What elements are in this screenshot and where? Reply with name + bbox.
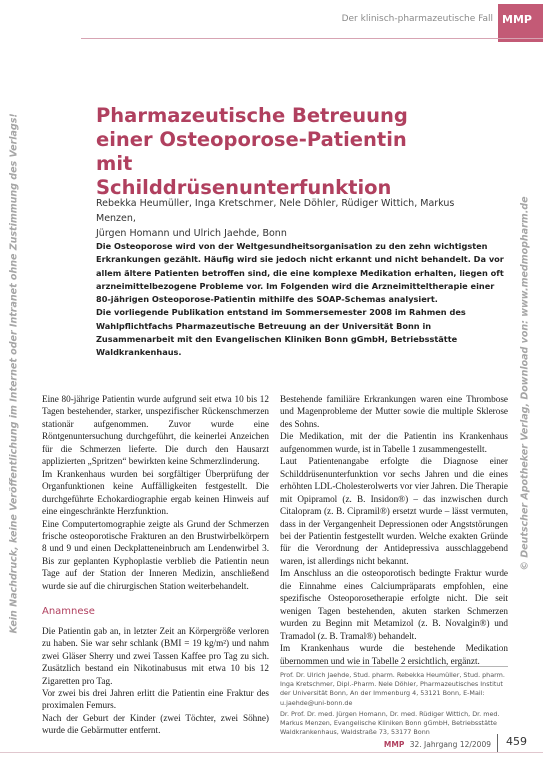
page-number: 459: [506, 735, 527, 748]
body-paragraph: Laut Patientenangabe erfolgte die Diagnose einer Schilddrüsenunterfunktion vor sechs Jahren und die eines erhöhten LDL-Cholesterolwerts vor vier Jahren. Die Therapie mit Opipramol (z. B. Insidon®) – das inzwischen durch Citalopram (z. B. Cipramil®) ersetzt wurde – lässt vermuten, dass in der Vergangenheit Depressionen oder Angststörungen bei der Patientin festgestellt wurden. Welche exakten Gründe für die Verordnung der Antidepressiva ausschlaggebend waren, ist allerdings nicht bekannt.: [280, 456, 508, 566]
body-paragraph: Im Krankenhaus wurden bei sorgfältiger Überprüfung der Organfunktionen keine Auffälligkeiten festgestellt. Die durchgeführte Echokardiographie ergab keinen Hinweis auf eine eingeschränkte Herzfunktion.: [42, 468, 269, 517]
article-authors: [96, 196, 476, 241]
body-paragraph: Vor zwei bis drei Jahren erlitt die Patientin eine Fraktur des proximalen Femurs.: [42, 687, 269, 711]
side-note-right: © Deutscher Apotheker Verlag, Download von: www.medmopharm.de: [519, 196, 531, 571]
body-paragraph: Im Anschluss an die osteoporotisch bedingte Fraktur wurde die Einnahme eines Calciumpräparats empfohlen, eine spezifische Osteoporosetherapie erfolgte nicht. Die seit wenigen Tagen bestehenden, akuten starken Schmerzen wurden zu Beginn mit Metamizol (z. B. Novalgin®) und Tramadol (z. B. Tramal®) behandelt.: [280, 568, 508, 641]
abstract-paragraph: Die vorliegende Publikation entstand im Sommersemester 2008 im Rahmen des Wahlpflichtfachs Pharmazeutische Betreuung an der Universität Bonn in Zusammenarbeit mit den Evangelischen Kliniken Bonn gGmbH, Betriebsstätte Waldkrankenhaus.: [96, 307, 466, 358]
body-column-left: [42, 393, 269, 737]
body-paragraph: Die Patientin gab an, in letzter Zeit an Körpergröße verloren zu haben. Sie war sehr schlank (BMI = 19 kg/m²) und nahm zwei Gläser Sherry und zwei Tassen Kaffee pro Tag zu sich. Zusätzlich bestand ein Nikotinabusus mit etwa 10 bis 12 Zigaretten pro Tag.: [42, 625, 269, 686]
footer-brand: MMP: [383, 740, 405, 749]
authors-line: Jürgen Homann und Ulrich Jaehde, Bonn: [96, 228, 287, 239]
title-line: einer Osteoporose-Patientin mit: [96, 128, 407, 175]
title-line: Pharmazeutische Betreuung: [96, 104, 408, 127]
bottom-rule: [0, 752, 543, 753]
footer-issue-info: [384, 740, 491, 749]
body-paragraph: Die Medikation, mit der die Patientin ins Krankenhaus aufgenommen wurde, ist in Tabelle 1 zusammengestellt.: [280, 431, 508, 454]
body-paragraph: Eine Computertomographie zeigte als Grund der Schmerzen frische osteoporotische Frakturen an den Brustwirbelkörpern 8 und 9 und einen Deckplatteneinbruch am Lendenwirbel 3. Bis zur geplanten Kyphoplastie verblieb die Patientin neun Tage auf der Station der Inneren Medizin, anschließend wurde sie auf die chirurgischen Station weiterbehandelt.: [42, 518, 269, 591]
body-paragraph: Bestehende familiäre Erkrankungen waren eine Thrombose und Magenprobleme der Mutter sowie die multiple Sklerose des Sohns.: [280, 394, 508, 429]
footnote-paragraph: Dr. Prof. Dr. med. Jürgen Homann, Dr. med. Rüdiger Wittich, Dr. med. Markus Menzen, Evangelische Kliniken Bonn gGmbH, Betriebsstätte Waldkrankenhaus, Waldstraße 73, 53177 Bonn: [280, 709, 500, 737]
body-paragraph: Im Krankenhaus wurde die bestehende Medikation übernommen und wie in Tabelle 2 ersichtlich, ergänzt.: [280, 643, 508, 666]
header-divider: [81, 38, 543, 39]
title-line: Schilddrüsenunterfunktion: [96, 176, 392, 199]
footnote-rule: [280, 666, 508, 667]
footer-issue: 32. Jahrgang 12/2009: [409, 740, 491, 749]
article-title: [96, 104, 436, 200]
article-abstract: [96, 240, 506, 360]
section-heading-anamnese: Anamnese: [42, 606, 95, 618]
body-column-right: [280, 393, 508, 667]
body-paragraph: Eine 80-jährige Patientin wurde aufgrund seit etwa 10 bis 12 Tagen bestehender, starker, unspezifischer Rückenschmerzen stationär aufgenommen. Zuvor wurde eine Röntgenuntersuchung durchgeführt, die keinerlei Anzeichen für die Schmerzen lieferte. Die durch den Hausarzt applizierten „Spritzen“ bewirkten keine Schmerzlinderung.: [42, 394, 269, 467]
footnote-paragraph: Prof. Dr. Ulrich Jaehde, Stud. pharm. Rebekka Heumüller, Stud. pharm. Inga Kretschmer, Dipl.-Pharm. Nele Döhler, Pharmazeutisches Institut der Universität Bonn, An der Immenburg 4, 53121 Bonn, E-Mail: u.jaehde@uni-bonn.de: [280, 671, 505, 707]
authors-line: Rebekka Heumüller, Inga Kretschmer, Nele Döhler, Rüdiger Wittich, Markus Menzen,: [96, 198, 455, 224]
body-paragraph: Nach der Geburt der Kinder (zwei Töchter, zwei Söhne) wurde die Gebärmutter entfernt.: [42, 712, 269, 736]
author-footnote: [280, 671, 512, 739]
abstract-paragraph: Die Osteoporose wird von der Weltgesundheitsorganisation zu den zehn wichtigsten Erkrankungen gezählt. Häufig wird sie jedoch nicht erkannt und nicht behandelt. Da vor allem ältere Patienten betroffen sind, die eine komplexe Medikation erhalten, liegen oft arzneimittelbezogene Probleme vor. Im Folgenden wird die Arzneimitteltherapie einer 80-jährigen Osteoporose-Patientin mithilfe des SOAP-Schemas analysiert.: [96, 241, 504, 305]
header-section-label: Der klinisch-pharmazeutische Fall: [341, 14, 493, 24]
side-note-left: Kein Nachdruck, keine Veröffentlichung im Internet oder Intranet ohne Zustimmung des Verlags!: [8, 113, 20, 634]
header-brand-badge: MMP: [498, 4, 543, 42]
